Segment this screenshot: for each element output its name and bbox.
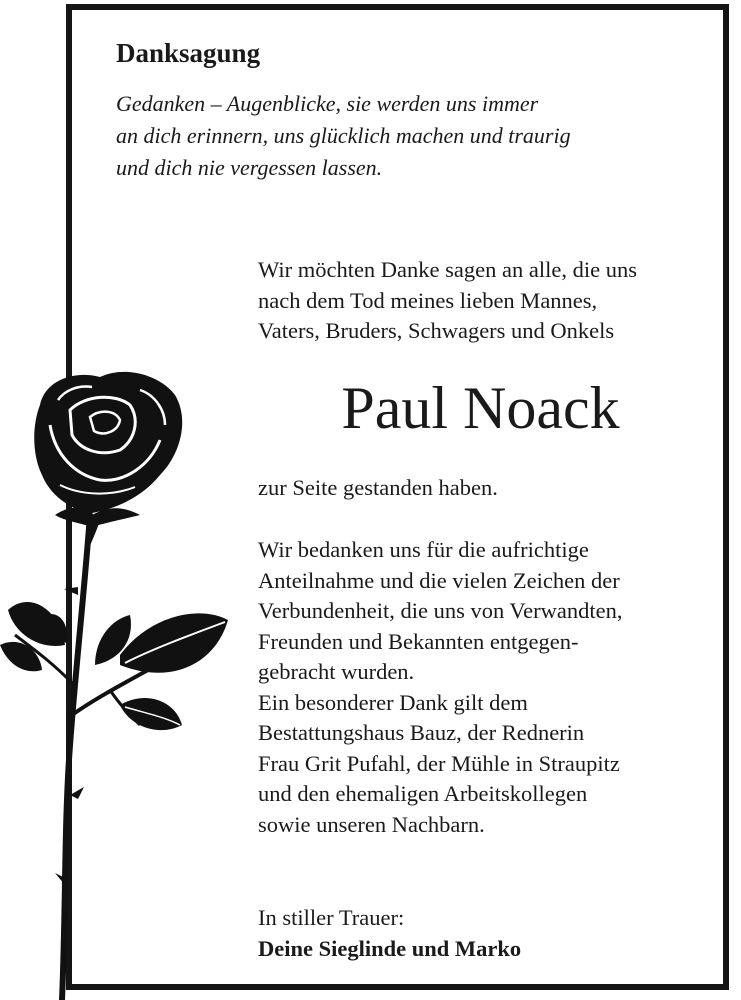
after-name-line: zur Seite gestanden haben. [258, 475, 498, 500]
poem [116, 88, 571, 184]
thanks-line: Bestattungshaus Bauz, der Rednerin [258, 720, 585, 745]
intro-line: nach dem Tod meines lieben Mannes, [258, 287, 598, 313]
poem-line: und dich nie vergessen lassen. [116, 155, 383, 180]
intro-paragraph [258, 255, 637, 347]
thanks-line: und den ehemaligen Arbeitskollegen [258, 781, 588, 806]
thanks-line: gebracht wurden. [258, 659, 415, 684]
after-name-text [258, 473, 498, 504]
poem-line: Gedanken – Augenblicke, sie werden uns immer [116, 91, 539, 116]
closing [258, 903, 521, 964]
thanks-line: Freunden und Bekannten entgegen- [258, 628, 579, 654]
signature: Deine Sieglinde und Marko [258, 935, 522, 961]
thanks-line: Anteilnahme und die vielen Zeichen der [258, 567, 620, 593]
intro-line: Wir möchten Danke sagen an alle, die uns [258, 257, 637, 282]
thanks-line: Ein besonderer Dank gilt dem [258, 689, 528, 715]
mourning-label: In stiller Trauer: [258, 905, 405, 930]
poem-line: an dich erinnern, uns glücklich machen und traurig [116, 123, 571, 148]
rose-icon [0, 365, 240, 1000]
intro-line: Vaters, Bruders, Schwagers und Onkels [258, 318, 615, 343]
thanks-paragraph [258, 535, 623, 840]
thanks-line: sowie unseren Nachbarn. [258, 811, 485, 837]
deceased-name: Paul Noack [341, 375, 620, 441]
thanks-line: Verbundenheit, die uns von Verwandten, [258, 598, 623, 623]
thanks-line: Wir bedanken uns für die aufrichtige [258, 537, 589, 562]
thanks-line: Frau Grit Pufahl, der Mühle in Straupitz [258, 750, 620, 776]
notice-title: Danksagung [116, 38, 261, 68]
